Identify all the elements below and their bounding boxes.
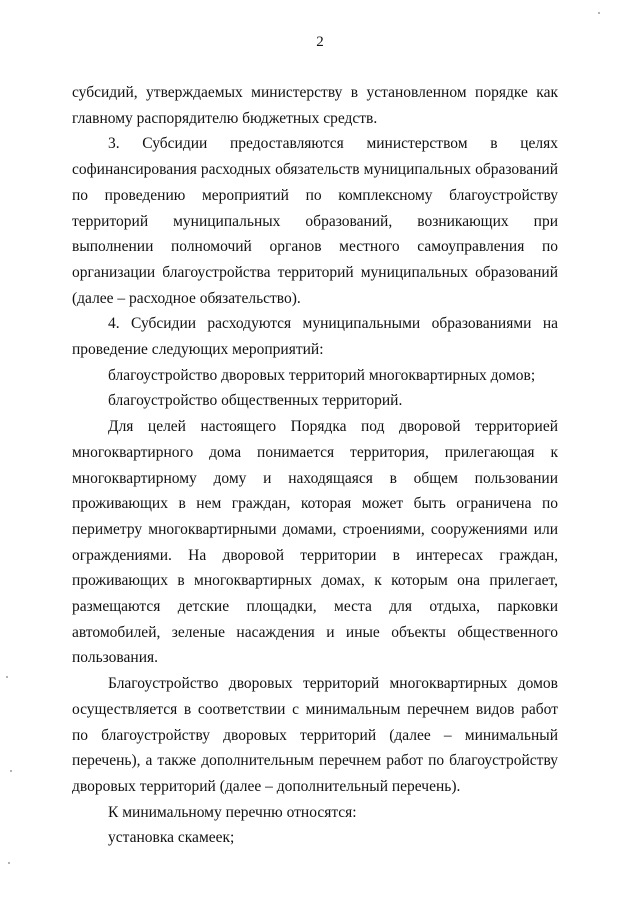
paragraph-courtyard-improvement: Благоустройство дворовых территорий многоквартирных домов осуществляется в соответствии с минимальным перечнем видов работ по благоустройству дворовых территорий (далее – минимальный перечень), а также дополнительным перечнем работ по благоустройству дворовых территорий (далее – дополнительный перечень). bbox=[72, 675, 558, 795]
paragraph-item-4: 4. Субсидии расходуются муниципальными образованиями на проведение следующих мероприятий: bbox=[72, 315, 558, 359]
scan-speck bbox=[598, 12, 600, 14]
paragraph-activity-public: благоустройство общественных территорий. bbox=[108, 392, 403, 410]
document-body bbox=[72, 80, 558, 851]
scan-speck bbox=[6, 676, 8, 678]
paragraph-minimal-list-intro: К минимальному перечню относятся: bbox=[108, 803, 357, 821]
scan-speck bbox=[8, 862, 10, 864]
paragraph-item-3: 3. Субсидии предоставляются министерством в целях софинансирования расходных обязательств муниципальных образований по проведению мероприятий по комплексному благоустройству территорий муниципальных образований, возникающих при выполнении полномочий органов местного самоуправления по организации благоустройства территорий муниципальных образований (далее – расходное обязательство). bbox=[72, 135, 558, 307]
paragraph-courtyard-definition: Для целей настоящего Порядка под дворовой территорией многоквартирного дома понимается территория, прилегающая к многоквартирному дому и находящаяся в общем пользовании проживающих в нем граждан, которая может быть ограничена по периметру многоквартирными домами, строениями, сооружениями или ограждениями. На дворовой территории в интересах граждан, проживающих в многоквартирных домах, к которым она прилегает, размещаются детские площадки, места для отдыха, парковки автомобилей, зеленые насаждения и иные объекты общественного пользования. bbox=[72, 418, 558, 667]
paragraph-activity-courtyards: благоустройство дворовых территорий многоквартирных домов; bbox=[108, 366, 536, 384]
page-number: 2 bbox=[316, 34, 324, 50]
paragraph-bench-installation: установка скамеек; bbox=[108, 829, 235, 847]
paragraph-continuation: субсидий, утверждаемых министерству в установленном порядке как главному распорядителю бюджетных средств. bbox=[72, 84, 558, 127]
scan-speck bbox=[10, 770, 12, 772]
